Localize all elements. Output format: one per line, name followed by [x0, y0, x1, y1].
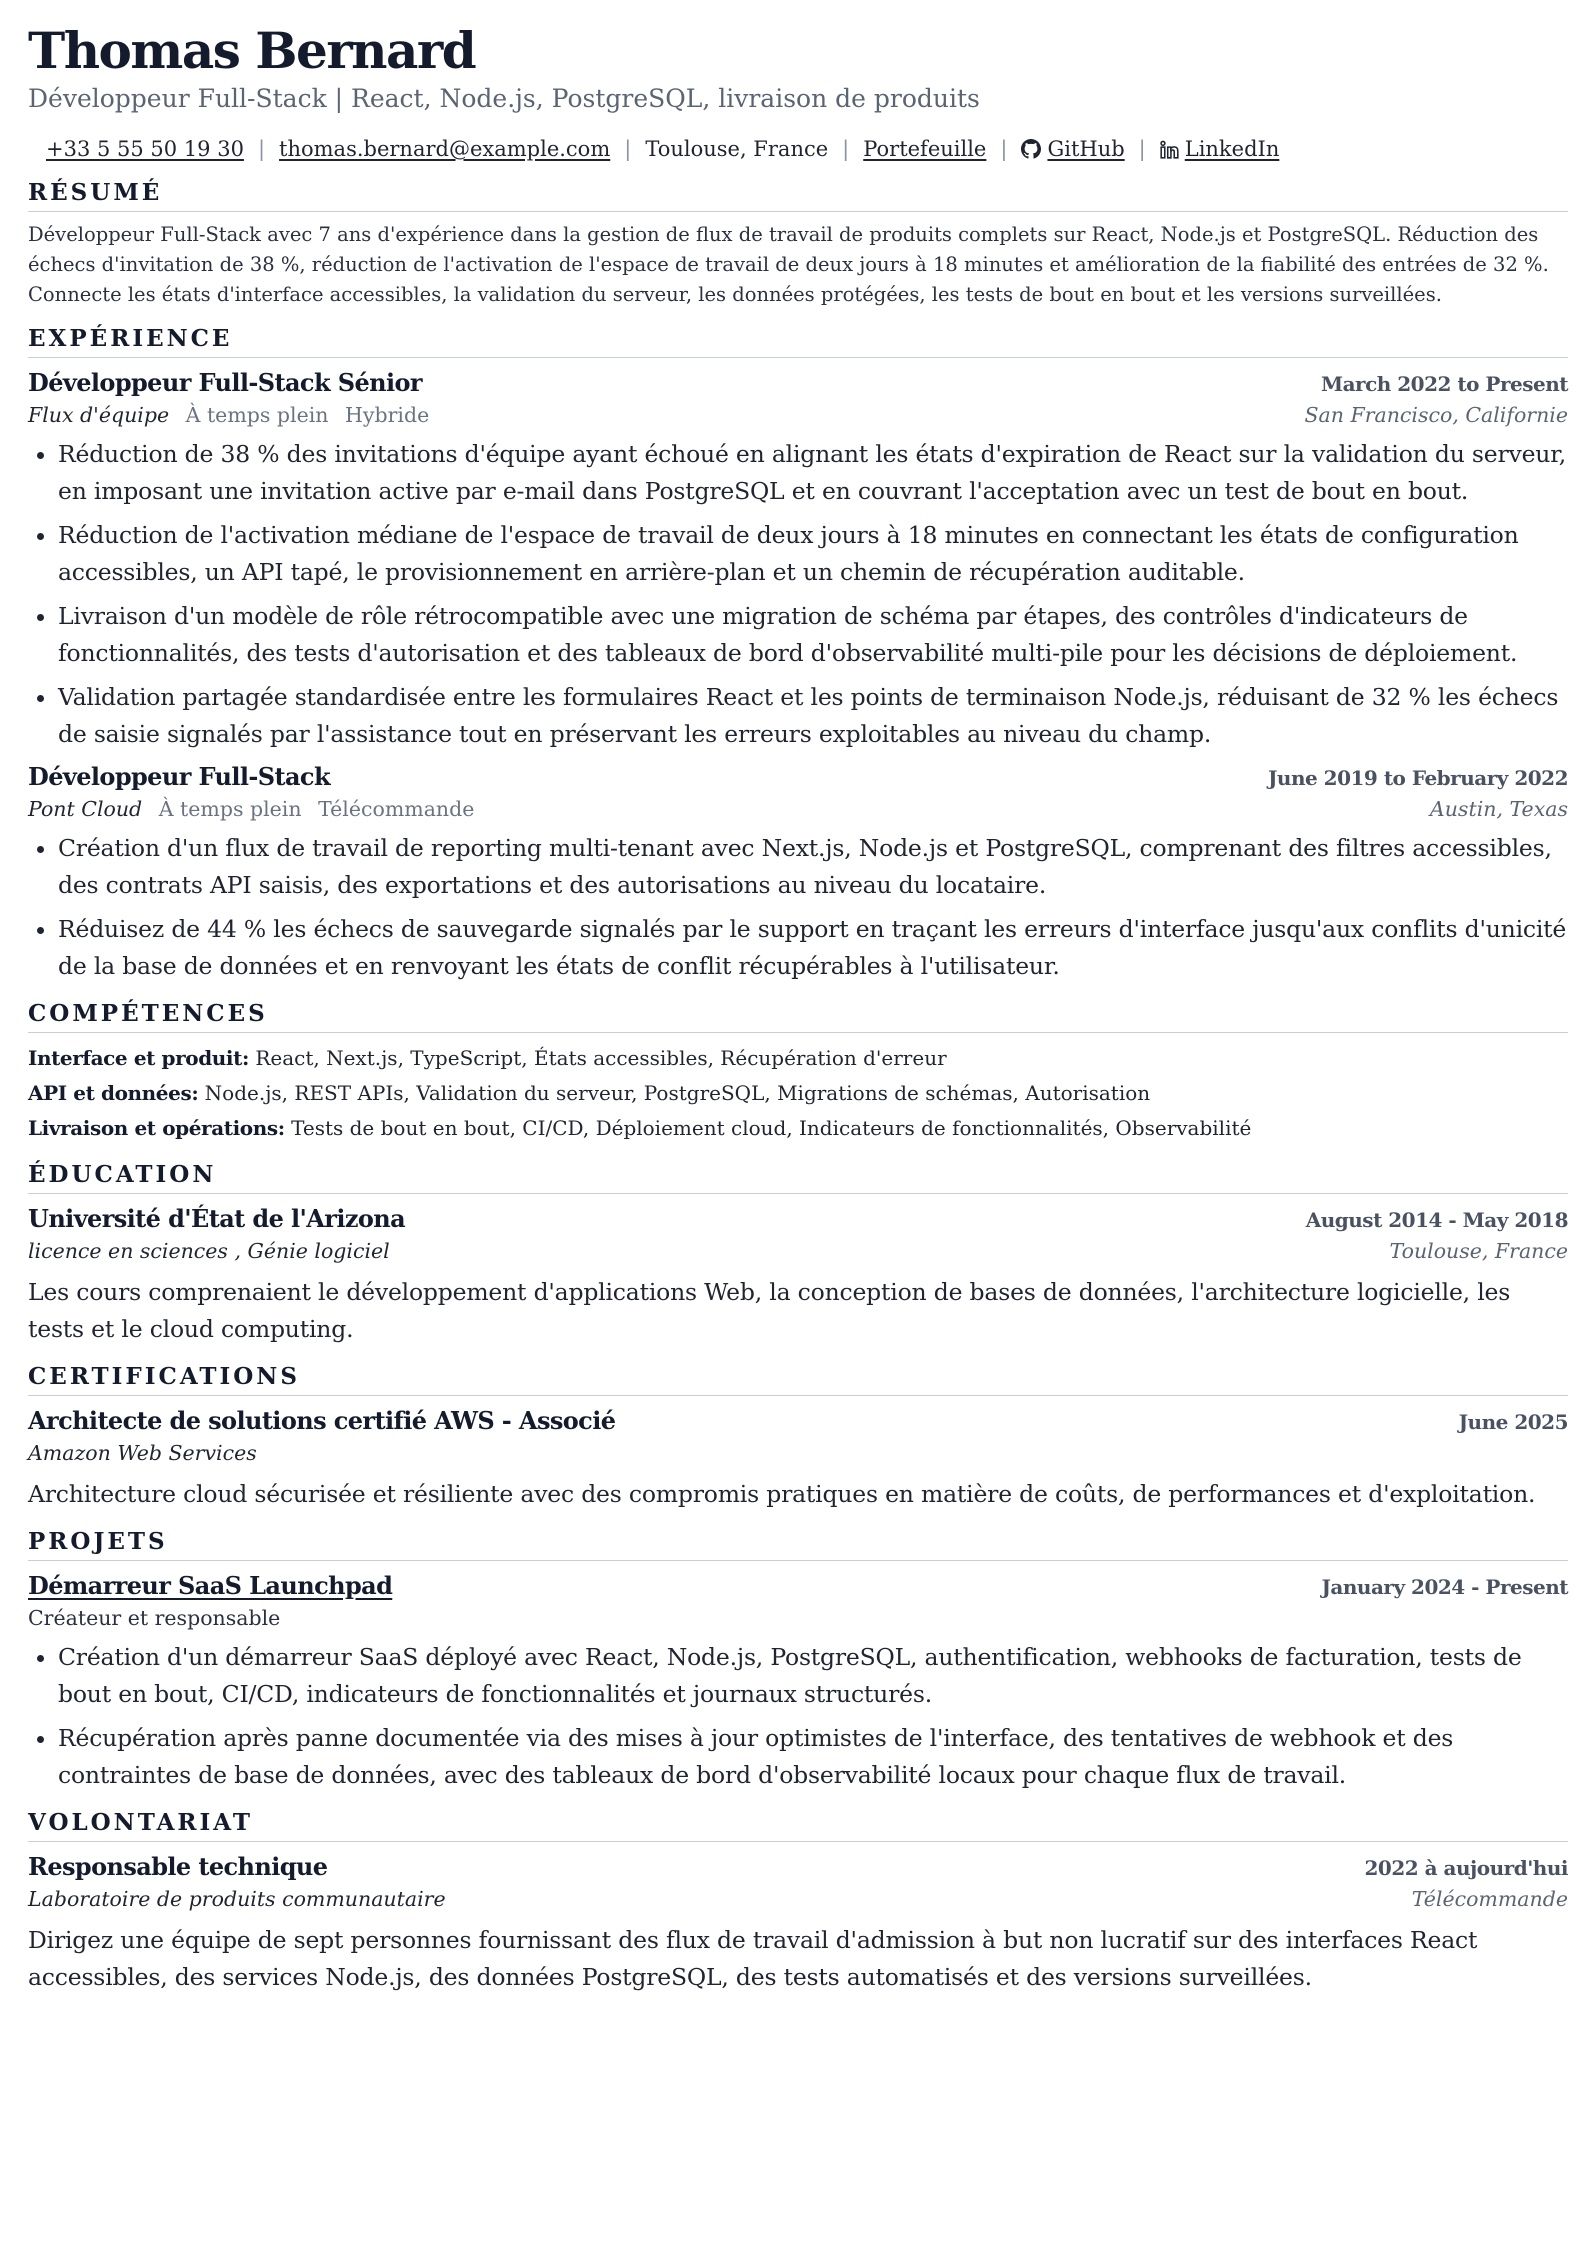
- job-type: À temps plein: [185, 403, 329, 427]
- project-dates: January 2024 - Present: [1321, 1575, 1568, 1599]
- job-title: Développeur Full-Stack: [28, 762, 330, 791]
- certification-date: June 2025: [1458, 1410, 1568, 1434]
- skill-group: [28, 1041, 1568, 1076]
- job-type: À temps plein: [158, 797, 302, 821]
- job-mode: Hybride: [345, 403, 430, 427]
- job-entry: [28, 760, 1568, 985]
- certification-description: Architecture cloud sécurisée et résiliente avec des compromis pratiques en matière de coûts, de performances et d'exploitation.: [28, 1480, 1536, 1508]
- project-role: Créateur et responsable: [28, 1606, 281, 1630]
- job-company: Pont Cloud: [28, 797, 143, 821]
- bullet-item: • Livraison d'un modèle de rôle rétrocompatible avec une migration de schéma par étapes, des contrôles d'indicateurs de fonctionnalités, des tests d'autorisation et des tableaux de bord d'observabilité multi-pile pour les décisions de déploiement.: [58, 598, 1568, 672]
- github-link-group[interactable]: [1021, 134, 1124, 164]
- candidate-name: Thomas Bernard: [28, 21, 476, 80]
- job-dates: March 2022 to Present: [1320, 372, 1568, 396]
- location-text: Toulouse, France: [645, 137, 829, 161]
- skill-group: [28, 1076, 1568, 1111]
- summary-text: Développeur Full-Stack avec 7 ans d'expérience dans la gestion de flux de travail de produits complets sur React, Node.js et PostgreSQL. Réduction des échecs d'invitation de 38 %, réduction de l'activation de l'espace de travail de deux jours à 18 minutes et amélioration de la fiabilité des entrées de 32 %. Connecte les états d'interface accessibles, la validation du serveur, les données protégées, les tests de bout en bout et les versions surveillées.: [28, 223, 1549, 306]
- linkedin-link[interactable]: LinkedIn: [1184, 137, 1280, 161]
- project-bullets: [28, 1639, 1568, 1794]
- bullet-item: • Création d'un démarreur SaaS déployé avec React, Node.js, PostgreSQL, authentification, webhooks de facturation, tests de bout en bout, CI/CD, indicateurs de fonctionnalités et journaux structurés.: [58, 1639, 1568, 1713]
- volunteer-description: Dirigez une équipe de sept personnes fournissant des flux de travail d'admission à but non lucratif sur des interfaces React accessibles, des services Node.js, des données PostgreSQL, des tests automatisés et des versions surveillées.: [28, 1926, 1478, 1991]
- portfolio-link[interactable]: Portefeuille: [863, 137, 987, 161]
- section-title-projects: PROJETS: [28, 1527, 1568, 1561]
- separator: |: [624, 137, 632, 161]
- email-link[interactable]: thomas.bernard@example.com: [279, 137, 611, 161]
- github-icon: [1021, 139, 1041, 159]
- resume-page: [28, 20, 1568, 1996]
- section-title-skills: COMPÉTENCES: [28, 999, 1568, 1033]
- separator: |: [257, 137, 266, 161]
- section-title-certifications: CERTIFICATIONS: [28, 1362, 1568, 1396]
- job-location: Austin, Texas: [1429, 797, 1568, 821]
- certification-issuer: Amazon Web Services: [28, 1441, 257, 1465]
- contact-bar: [28, 134, 1568, 164]
- volunteer-org: Laboratoire de produits communautaire: [28, 1887, 446, 1911]
- skill-items: React, Next.js, TypeScript, États accessibles, Récupération d'erreur: [255, 1046, 947, 1070]
- github-link[interactable]: GitHub: [1047, 137, 1125, 161]
- linkedin-icon: [1160, 140, 1179, 159]
- job-bullets: [28, 436, 1568, 753]
- separator: |: [842, 137, 850, 161]
- project-name-link[interactable]: Démarreur SaaS Launchpad: [28, 1571, 393, 1600]
- bullet-item: • Réduction de 38 % des invitations d'équipe ayant échoué en alignant les états d'expiration de React sur la validation du serveur, en imposant une invitation active par e-mail dans PostgreSQL et en couvrant l'acceptation avec un test de bout en bout.: [58, 436, 1568, 510]
- bullet-item: • Récupération après panne documentée via des mises à jour optimistes de l'interface, des tentatives de webhook et des contraintes de base de données, avec des tableaux de bord d'observabilité locaux pour chaque flux de travail.: [58, 1720, 1568, 1794]
- project-entry: [28, 1569, 1568, 1794]
- education-entry: [28, 1202, 1568, 1348]
- bullet-item: • Réduisez de 44 % les échecs de sauvegarde signalés par le support en traçant les erreurs d'interface jusqu'aux conflits d'unicité de la base de données et en renvoyant les états de conflit récupérables à l'utilisateur.: [58, 911, 1568, 985]
- job-dates: June 2019 to February 2022: [1267, 766, 1568, 790]
- section-title-education: ÉDUCATION: [28, 1160, 1568, 1194]
- linkedin-link-group[interactable]: [1160, 134, 1280, 164]
- job-bullets: [28, 830, 1568, 985]
- separator: |: [1138, 137, 1146, 161]
- education-location: Toulouse, France: [1389, 1239, 1568, 1263]
- bullet-item: • Réduction de l'activation médiane de l'espace de travail de deux jours à 18 minutes en connectant les états de configuration accessibles, un API tapé, le provisionnement en arrière-plan et un chemin de récupération auditable.: [58, 517, 1568, 591]
- job-mode: Télécommande: [318, 797, 475, 821]
- job-company: Flux d'équipe: [28, 403, 170, 427]
- bullet-item: • Création d'un flux de travail de reporting multi-tenant avec Next.js, Node.js et PostgreSQL, comprenant des filtres accessibles, des contrats API saisis, des exportations et des autorisations au niveau du locataire.: [58, 830, 1568, 904]
- bullet-item: • Validation partagée standardisée entre les formulaires React et les points de terminaison Node.js, réduisant de 32 % les échecs de saisie signalés par l'assistance tout en préservant les erreurs exploitables au niveau du champ.: [58, 679, 1568, 753]
- separator: |: [1000, 137, 1008, 161]
- certification-name: Architecte de solutions certifié AWS - Associé: [28, 1406, 616, 1435]
- job-entry: [28, 366, 1568, 753]
- skill-label: Livraison et opérations:: [28, 1116, 285, 1140]
- education-dates: August 2014 - May 2018: [1305, 1208, 1568, 1232]
- education-description: Les cours comprenaient le développement d'applications Web, la conception de bases de données, l'architecture logicielle, les tests et le cloud computing.: [28, 1278, 1511, 1343]
- headline: Développeur Full-Stack | React, Node.js, PostgreSQL, livraison de produits: [28, 84, 980, 113]
- school-name: Université d'État de l'Arizona: [28, 1204, 406, 1233]
- degree: licence en sciences , Génie logiciel: [28, 1239, 390, 1263]
- skill-label: API et données:: [28, 1081, 199, 1105]
- section-title-summary: RÉSUMÉ: [28, 178, 1568, 212]
- skill-label: Interface et produit:: [28, 1046, 249, 1070]
- volunteer-entry: [28, 1850, 1568, 1996]
- certification-entry: [28, 1404, 1568, 1513]
- skill-items: Node.js, REST APIs, Validation du serveur, PostgreSQL, Migrations de schémas, Autorisation: [204, 1081, 1151, 1105]
- section-title-experience: EXPÉRIENCE: [28, 324, 1568, 358]
- volunteer-dates: 2022 à aujourd'hui: [1364, 1856, 1568, 1880]
- skill-items: Tests de bout en bout, CI/CD, Déploiement cloud, Indicateurs de fonctionnalités, Observabilité: [291, 1116, 1252, 1140]
- volunteer-role: Responsable technique: [28, 1852, 328, 1881]
- job-location: San Francisco, Californie: [1304, 403, 1568, 427]
- job-title: Développeur Full-Stack Sénior: [28, 368, 422, 397]
- section-title-volunteering: VOLONTARIAT: [28, 1808, 1568, 1842]
- skill-group: [28, 1111, 1568, 1146]
- volunteer-location: Télécommande: [1411, 1887, 1568, 1911]
- phone-link[interactable]: +33 5 55 50 19 30: [46, 137, 244, 161]
